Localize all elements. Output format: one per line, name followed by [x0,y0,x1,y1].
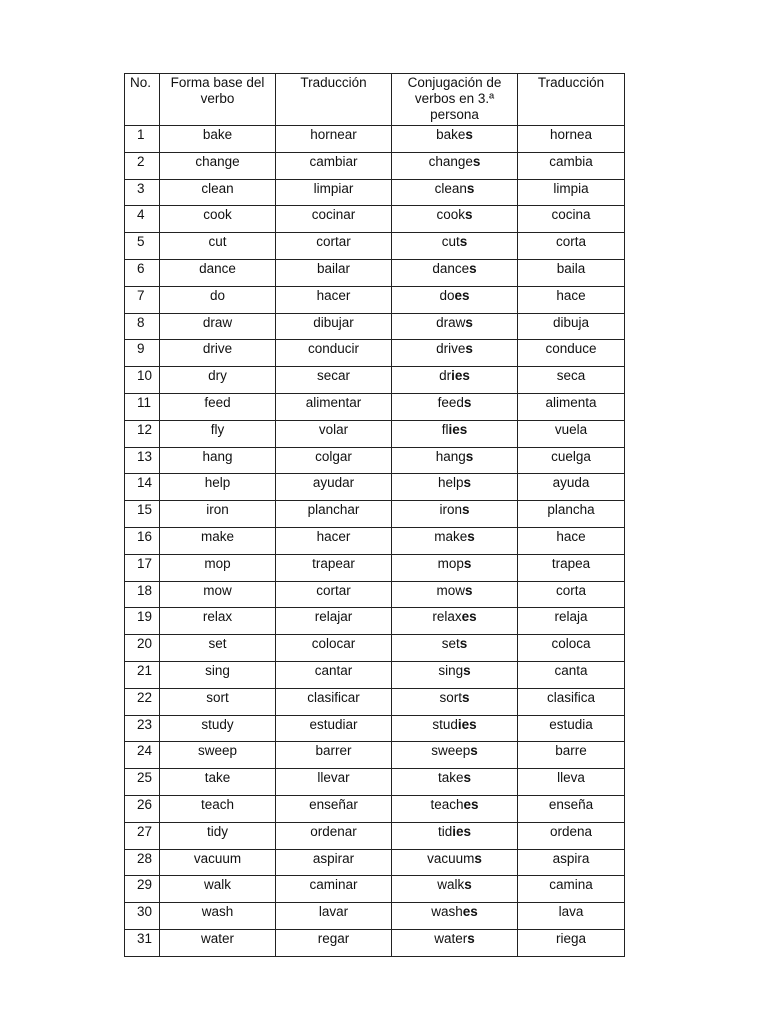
translation: regar [276,929,392,956]
third-person-form [392,340,518,367]
row-number: 7 [125,286,160,313]
conjugation-stem: cook [436,207,465,223]
row-number: 14 [125,474,160,501]
translation: hacer [276,286,392,313]
conjugation-suffix: s [465,448,474,464]
conjugation-suffix: s [459,234,468,250]
translation: conducir [276,340,392,367]
third-person-translation: clasifica [518,688,625,715]
translation: enseñar [276,795,392,822]
third-person-form [392,554,518,581]
third-person-translation: barre [518,742,625,769]
table-row [125,367,625,394]
table-header-row [125,74,625,126]
third-person-translation: hornea [518,126,625,153]
header-translation: Traducción [276,74,392,126]
third-person-form [392,313,518,340]
conjugation-suffix: s [465,341,473,357]
base-form: sort [160,688,276,715]
third-person-form [392,233,518,260]
base-form: bake [160,126,276,153]
base-form: draw [160,313,276,340]
base-form: drive [160,340,276,367]
third-person-translation: relaja [518,608,625,635]
base-form: take [160,769,276,796]
third-person-translation: canta [518,661,625,688]
third-person-form [392,206,518,233]
third-person-form [392,822,518,849]
header-third-person-translation: Traducción [518,74,625,126]
third-person-form [392,126,518,153]
conjugation-stem: sweep [431,743,471,759]
row-number: 25 [125,769,160,796]
translation: cantar [276,661,392,688]
table-row [125,661,625,688]
translation: cortar [276,233,392,260]
row-number: 28 [125,849,160,876]
base-form: water [160,929,276,956]
base-form: iron [160,501,276,528]
third-person-translation: corta [518,233,625,260]
translation: hornear [276,126,392,153]
table-row [125,420,625,447]
verb-conjugation-table [124,73,625,957]
third-person-form [392,635,518,662]
conjugation-suffix: es [454,287,470,303]
conjugation-suffix: ies [451,368,470,384]
row-number: 26 [125,795,160,822]
conjugation-suffix: s [462,502,470,518]
third-person-translation: hace [518,286,625,313]
table-row [125,742,625,769]
row-number: 17 [125,554,160,581]
conjugation-stem: relax [432,609,462,625]
table-row [125,126,625,153]
conjugation-suffix: s [469,260,477,276]
table-row [125,152,625,179]
row-number: 23 [125,715,160,742]
table-row [125,340,625,367]
base-form: dance [160,259,276,286]
row-number: 8 [125,313,160,340]
translation: limpiar [276,179,392,206]
third-person-translation: estudia [518,715,625,742]
third-person-translation: dibuja [518,313,625,340]
base-form: dry [160,367,276,394]
conjugation-stem: fl [441,421,449,437]
table-row [125,795,625,822]
third-person-form [392,286,518,313]
table-row [125,527,625,554]
base-form: wash [160,903,276,930]
third-person-translation: hace [518,527,625,554]
translation: secar [276,367,392,394]
conjugation-stem: cut [441,234,460,250]
translation: aspirar [276,849,392,876]
conjugation-suffix: s [459,636,468,652]
third-person-translation: conduce [518,340,625,367]
conjugation-suffix: es [462,904,478,920]
third-person-translation: enseña [518,795,625,822]
conjugation-suffix: s [463,475,472,491]
third-person-translation: ayuda [518,474,625,501]
table-row [125,635,625,662]
third-person-form [392,849,518,876]
third-person-form [392,259,518,286]
conjugation-stem: draw [436,314,466,330]
third-person-translation: cambia [518,152,625,179]
conjugation-suffix: s [463,394,472,410]
third-person-form [392,876,518,903]
third-person-translation: riega [518,929,625,956]
conjugation-suffix: s [465,314,473,330]
base-form: fly [160,420,276,447]
third-person-form [392,903,518,930]
base-form: hang [160,447,276,474]
conjugation-suffix: s [465,582,473,598]
conjugation-suffix: es [463,796,479,812]
conjugation-stem: stud [432,716,458,732]
translation: lavar [276,903,392,930]
conjugation-suffix: ies [452,823,472,839]
third-person-form [392,715,518,742]
row-number: 10 [125,367,160,394]
conjugation-suffix: s [472,153,481,169]
conjugation-stem: mop [437,555,464,571]
third-person-form [392,581,518,608]
translation: planchar [276,501,392,528]
third-person-form [392,420,518,447]
third-person-form [392,152,518,179]
row-number: 30 [125,903,160,930]
conjugation-suffix: s [470,743,478,759]
row-number: 2 [125,152,160,179]
row-number: 27 [125,822,160,849]
third-person-form [392,929,518,956]
header-number: No. [125,74,160,126]
translation: cocinar [276,206,392,233]
document-page [124,73,624,957]
base-form: tidy [160,822,276,849]
conjugation-stem: mow [436,582,465,598]
row-number: 3 [125,179,160,206]
row-number: 15 [125,501,160,528]
third-person-translation: trapea [518,554,625,581]
third-person-translation: seca [518,367,625,394]
third-person-translation: limpia [518,179,625,206]
translation: dibujar [276,313,392,340]
conjugation-suffix: ies [448,421,468,437]
base-form: teach [160,795,276,822]
conjugation-stem: feed [437,394,464,410]
conjugation-stem: take [437,770,464,786]
row-number: 13 [125,447,160,474]
base-form: relax [160,608,276,635]
translation: bailar [276,259,392,286]
table-row [125,581,625,608]
third-person-translation: vuela [518,420,625,447]
translation: ordenar [276,822,392,849]
row-number: 12 [125,420,160,447]
conjugation-stem: do [439,287,455,303]
table-row [125,554,625,581]
base-form: mop [160,554,276,581]
base-form: help [160,474,276,501]
third-person-form [392,742,518,769]
base-form: cook [160,206,276,233]
row-number: 9 [125,340,160,367]
base-form: sweep [160,742,276,769]
translation: llevar [276,769,392,796]
table-row [125,688,625,715]
base-form: feed [160,393,276,420]
translation: colgar [276,447,392,474]
translation: relajar [276,608,392,635]
conjugation-stem: make [434,528,468,544]
conjugation-suffix: s [462,689,470,705]
third-person-translation: plancha [518,501,625,528]
third-person-form [392,447,518,474]
third-person-translation: baila [518,259,625,286]
row-number: 24 [125,742,160,769]
header-third-person: Conjugación de verbos en 3.ª persona [392,74,518,126]
third-person-form [392,393,518,420]
row-number: 19 [125,608,160,635]
conjugation-suffix: s [474,850,482,866]
translation: caminar [276,876,392,903]
row-number: 31 [125,929,160,956]
conjugation-suffix: s [463,555,472,571]
row-number: 16 [125,527,160,554]
conjugation-stem: iron [439,502,462,518]
base-form: set [160,635,276,662]
table-row [125,501,625,528]
conjugation-suffix: s [467,930,475,946]
table-row [125,474,625,501]
third-person-translation: ordena [518,822,625,849]
conjugation-stem: drive [436,341,466,357]
table-row [125,179,625,206]
third-person-translation: camina [518,876,625,903]
base-form: study [160,715,276,742]
conjugation-stem: sing [438,662,464,678]
conjugation-stem: clean [434,180,467,196]
table-row [125,313,625,340]
translation: cambiar [276,152,392,179]
conjugation-stem: vacuum [427,850,475,866]
table-row [125,903,625,930]
row-number: 4 [125,206,160,233]
third-person-form [392,501,518,528]
row-number: 29 [125,876,160,903]
row-number: 6 [125,259,160,286]
conjugation-stem: help [437,475,464,491]
conjugation-suffix: s [465,127,473,142]
table-row [125,715,625,742]
conjugation-suffix: s [463,662,471,678]
conjugation-suffix: ies [457,716,477,732]
third-person-translation: aspira [518,849,625,876]
base-form: cut [160,233,276,260]
translation: barrer [276,742,392,769]
conjugation-stem: water [434,930,468,946]
table-row [125,206,625,233]
row-number: 5 [125,233,160,260]
translation: ayudar [276,474,392,501]
table-row [125,286,625,313]
conjugation-stem: tid [437,823,453,839]
row-number: 21 [125,661,160,688]
conjugation-stem: change [428,153,473,169]
third-person-translation: cocina [518,206,625,233]
table-row [125,259,625,286]
third-person-form [392,474,518,501]
third-person-form [392,661,518,688]
translation: colocar [276,635,392,662]
table-row [125,393,625,420]
third-person-translation: alimenta [518,393,625,420]
base-form: vacuum [160,849,276,876]
table-row [125,233,625,260]
conjugation-stem: teach [430,796,464,812]
row-number: 1 [125,126,160,153]
translation: estudiar [276,715,392,742]
conjugation-suffix: s [467,528,475,544]
conjugation-suffix: s [465,207,473,223]
third-person-form [392,179,518,206]
base-form: do [160,286,276,313]
translation: volar [276,420,392,447]
translation: hacer [276,527,392,554]
conjugation-stem: walk [437,877,465,893]
third-person-translation: corta [518,581,625,608]
row-number: 22 [125,688,160,715]
table-row [125,849,625,876]
table-body [125,126,625,957]
third-person-form [392,367,518,394]
conjugation-suffix: s [466,180,475,196]
table-row [125,876,625,903]
conjugation-stem: bake [436,127,466,142]
header-base-form: Forma base del verbo [160,74,276,126]
base-form: walk [160,876,276,903]
base-form: mow [160,581,276,608]
translation: trapear [276,554,392,581]
third-person-form [392,527,518,554]
conjugation-suffix: s [463,770,472,786]
third-person-form [392,688,518,715]
row-number: 20 [125,635,160,662]
base-form: clean [160,179,276,206]
conjugation-stem: dr [439,368,452,384]
translation: clasificar [276,688,392,715]
conjugation-stem: dance [432,260,470,276]
third-person-translation: coloca [518,635,625,662]
base-form: change [160,152,276,179]
third-person-form [392,608,518,635]
row-number: 18 [125,581,160,608]
table-row [125,929,625,956]
row-number: 11 [125,393,160,420]
conjugation-stem: wash [431,904,463,920]
base-form: sing [160,661,276,688]
translation: alimentar [276,393,392,420]
third-person-translation: lleva [518,769,625,796]
base-form: make [160,527,276,554]
conjugation-stem: hang [435,448,466,464]
conjugation-stem: sort [439,689,462,705]
table-row [125,769,625,796]
table-row [125,822,625,849]
translation: cortar [276,581,392,608]
table-row [125,447,625,474]
third-person-form [392,795,518,822]
third-person-translation: lava [518,903,625,930]
conjugation-stem: set [441,636,460,652]
conjugation-suffix: s [464,877,472,893]
conjugation-suffix: es [461,609,477,625]
third-person-form [392,769,518,796]
table-row [125,608,625,635]
third-person-translation: cuelga [518,447,625,474]
